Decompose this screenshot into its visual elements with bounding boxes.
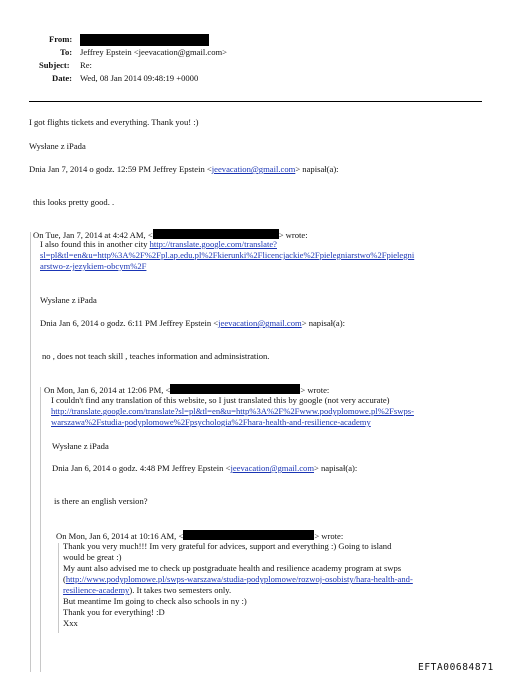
date-label: Date: xyxy=(52,73,73,83)
header-divider xyxy=(29,101,482,102)
program-link[interactable]: resilience-academy xyxy=(63,585,130,595)
quote-bar xyxy=(30,232,31,672)
translate-link[interactable]: arstwo-z-jezykiem-obcym%2F xyxy=(40,261,147,271)
quote-line: Thank you very much!!! Im very grateful for advices, support and everything :) Going to island xyxy=(63,541,392,551)
quote-header: Dnia Jan 7, 2014 o godz. 12:59 PM Jeffrey Epstein <jeevacation@gmail.com> napisał(a): xyxy=(29,164,339,174)
quote-line: (http://www.podyplomowe.pl/swps-warszawa/studia-podyplomowe/rozwoj-osobisty/hara-health-and- xyxy=(63,574,413,584)
sent-from-line: Wysłane z iPada xyxy=(40,295,97,305)
quote-line: I couldn't find any translation of this website, so I just translated this by google (not very accurate) xyxy=(51,395,390,405)
translate-link[interactable]: sl=pl&tl=en&u=http%3A%2F%2Fpl.ap.edu.pl%2Fkierunki%2Flicencjackie%2Fpielegniarstwo%2Fpielegni xyxy=(40,250,415,260)
quote-bar xyxy=(40,387,41,672)
redaction-box xyxy=(183,530,314,540)
quote-header: On Tue, Jan 7, 2014 at 4:42 AM, < > wrote: xyxy=(33,230,308,240)
quote-header: Dnia Jan 6, 2014 o godz. 4:48 PM Jeffrey Epstein <jeevacation@gmail.com> napisał(a): xyxy=(52,463,358,473)
quote-line: But meantime Im going to check also schools in ny :) xyxy=(63,596,247,606)
translate-link[interactable]: http://translate.google.com/translate? xyxy=(149,239,277,249)
email-link[interactable]: jeevacation@gmail.com xyxy=(218,318,302,328)
quote-line: My aunt also advised me to check up postgraduate health and resilience academy program at swps xyxy=(63,563,402,573)
redaction-box xyxy=(153,229,279,239)
program-link[interactable]: http://www.podyplomowe.pl/swps-warszawa/studia-podyplomowe/rozwoj-osobisty/hara-health-and- xyxy=(65,574,413,584)
to-value: Jeffrey Epstein <jeevacation@gmail.com> xyxy=(80,47,228,57)
reply-line: no , does not teach skill , teaches information and adminsistration. xyxy=(42,351,270,361)
sent-from-line: Wysłane z iPada xyxy=(29,141,86,151)
message-line: I got flights tickets and everything. Thank you! :) xyxy=(29,117,199,127)
quote-header: On Mon, Jan 6, 2014 at 10:16 AM, < > wrote: xyxy=(56,531,344,541)
email-link[interactable]: jeevacation@gmail.com xyxy=(211,164,296,174)
quote-line: resilience-academy). It takes two semesters only. xyxy=(63,585,232,595)
translate-link[interactable]: warszawa%2Fstudia-podyplomowe%2Fpsychologia%2Fhara-health-and-resilience-academy xyxy=(51,417,371,427)
reply-line: this looks pretty good. . xyxy=(33,197,115,207)
subject-value: Re: xyxy=(80,60,92,70)
quote-line: would be great :) xyxy=(63,552,122,562)
redaction-box xyxy=(170,384,300,394)
quote-bar xyxy=(58,543,59,633)
reply-line: is there an english version? xyxy=(54,496,148,506)
quote-header: Dnia Jan 6, 2014 o godz. 6:11 PM Jeffrey Epstein <jeevacation@gmail.com> napisał(a): xyxy=(40,318,345,328)
quote-line: Thank you for everything! :D xyxy=(63,607,165,617)
sent-from-line: Wysłane z iPada xyxy=(52,441,109,451)
redaction-box xyxy=(80,34,209,46)
quote-line: Xxx xyxy=(63,618,78,628)
quote-header: On Mon, Jan 6, 2014 at 12:06 PM, < > wrote: xyxy=(44,385,330,395)
email-link[interactable]: jeevacation@gmail.com xyxy=(230,463,315,473)
from-label: From: xyxy=(49,34,73,44)
document-id: EFTA00684871 xyxy=(418,662,494,673)
subject-label: Subject: xyxy=(39,60,70,70)
to-label: To: xyxy=(60,47,73,57)
translate-link[interactable]: http://translate.google.com/translate?sl=pl&tl=en&u=http%3A%2F%2Fwww.podyplomowe.pl%2Fswps- xyxy=(51,406,414,416)
date-value: Wed, 08 Jan 2014 09:48:19 +0000 xyxy=(80,73,199,83)
quote-line: I also found this in another city http://translate.google.com/translate? xyxy=(40,239,277,249)
